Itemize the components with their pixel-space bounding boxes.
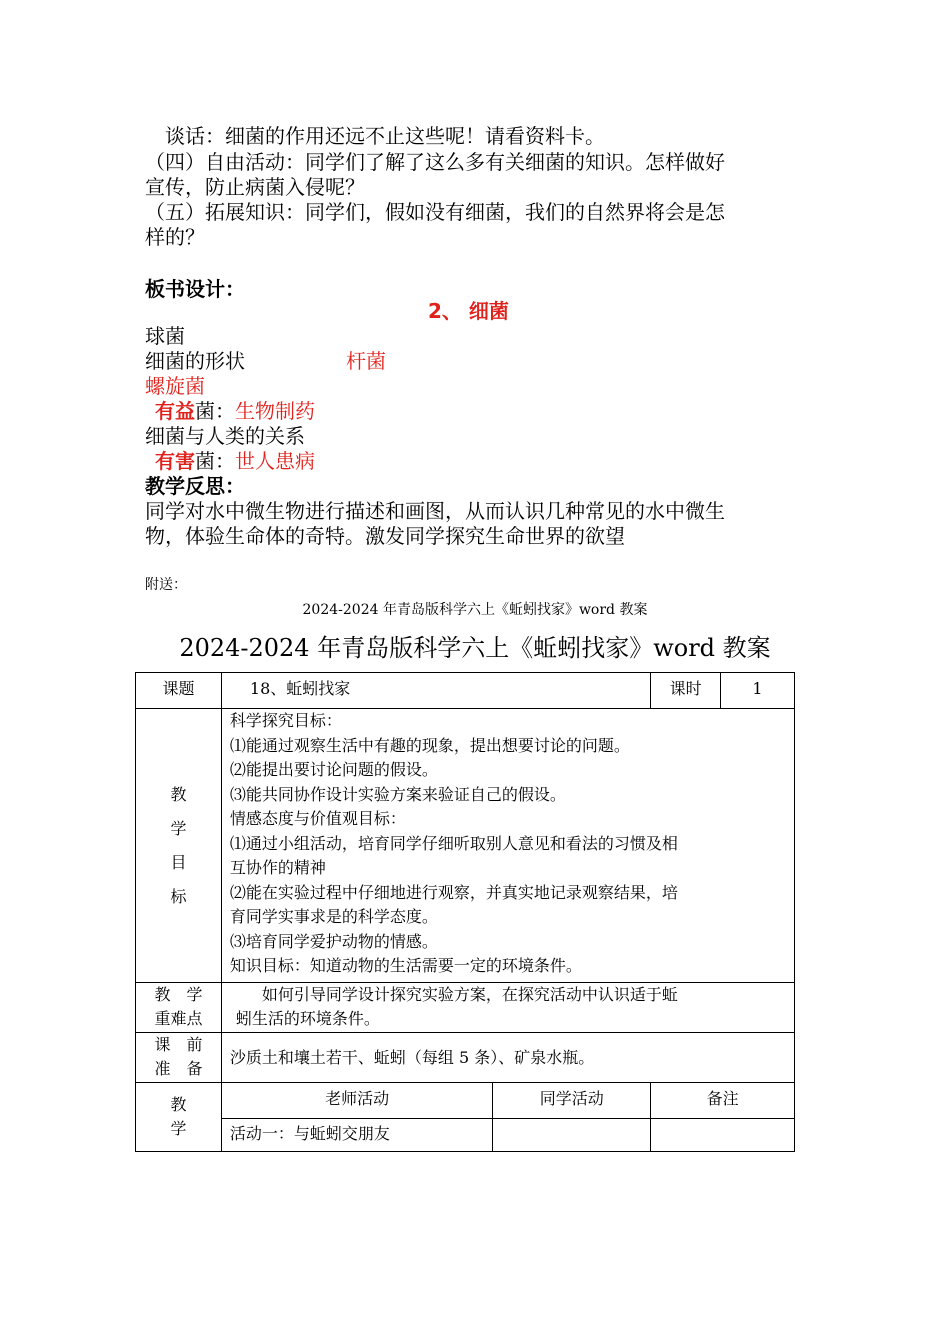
cell-goals bbox=[221, 709, 794, 983]
board-useful-line bbox=[155, 399, 315, 423]
cell-difficulty-label bbox=[136, 983, 222, 1033]
cell-topic-label: 课题 bbox=[136, 673, 222, 709]
reflection-line-2: 物，体验生命体的奇特。激发同学探究生命世界的欲望 bbox=[145, 524, 625, 548]
cell-prep: 沙质土和壤土若干、蚯蚓（每组 5 条）、矿泉水瓶。 bbox=[221, 1033, 794, 1083]
goal-line: 情感态度与价值观目标： bbox=[229, 809, 406, 828]
board-title: 2、 细菌 bbox=[428, 299, 509, 323]
board-luoxuanjun: 螺旋菌 bbox=[145, 374, 205, 398]
paragraph-talk: 谈话：细菌的作用还远不止这些呢！请看资料卡。 bbox=[165, 124, 605, 148]
difficulty-line-1: 如何引导同学设计探究实验方案，在探究活动中认识适于蚯 bbox=[229, 985, 678, 1004]
cell-topic: 18、蚯蚓找家 bbox=[221, 673, 650, 709]
board-useful-prefix: 有益 bbox=[155, 399, 195, 423]
board-harmful-mid: 菌： bbox=[195, 449, 235, 473]
appendix-big-title: 2024-2024 年青岛版科学六上《蚯蚓找家》word 教案 bbox=[179, 634, 771, 662]
appendix-small-title: 2024-2024 年青岛版科学六上《蚯蚓找家》word 教案 bbox=[302, 602, 648, 618]
col-student: 同学活动 bbox=[493, 1083, 651, 1119]
cell-prep-label bbox=[136, 1033, 222, 1083]
prep-label-2: 准 备 bbox=[154, 1059, 203, 1078]
paragraph-free-activity: （四）自由活动：同学们了解了这么多有关细菌的知识。怎样做好 bbox=[145, 150, 725, 174]
goal-line: 知识目标：知道动物的生活需要一定的环境条件。 bbox=[229, 956, 582, 975]
board-shape-label: 细菌的形状 bbox=[145, 349, 245, 373]
col-teacher: 老师活动 bbox=[221, 1083, 493, 1119]
board-ganjun: 杆菌 bbox=[346, 349, 386, 373]
board-useful-text: 生物制药 bbox=[235, 399, 315, 423]
goals-label-char: 教 bbox=[170, 784, 187, 804]
board-qiujun: 球菌 bbox=[145, 324, 185, 348]
cell-activity-1: 活动一：与蚯蚓交朋友 bbox=[221, 1119, 493, 1152]
cell-activity-student bbox=[493, 1119, 651, 1152]
goal-line: 互协作的精神 bbox=[229, 858, 326, 877]
goal-line: ⑴能通过观察生活中有趣的现象，提出想要讨论的问题。 bbox=[229, 735, 630, 755]
cell-difficulty bbox=[221, 983, 794, 1033]
paragraph-extend: （五）拓展知识：同学们，假如没有细菌，我们的自然界将会是怎 bbox=[145, 200, 725, 224]
goal-line: 育同学实事求是的科学态度。 bbox=[229, 907, 438, 926]
cell-period-label: 课时 bbox=[651, 673, 721, 709]
appendix-label: 附送： bbox=[145, 577, 187, 593]
board-heading: 板书设计： bbox=[145, 277, 245, 301]
cell-goals-label bbox=[136, 709, 222, 983]
process-label-1: 教 bbox=[170, 1095, 187, 1114]
goal-line: 科学探究目标： bbox=[229, 711, 342, 730]
col-note: 备注 bbox=[651, 1083, 795, 1119]
goal-line: ⑴通过小组活动，培育同学仔细听取别人意见和看法的习惯及相 bbox=[229, 833, 678, 853]
goal-line: ⑶能共同协作设计实验方案来验证自己的假设。 bbox=[229, 784, 566, 804]
difficulty-line-2: 蚓生活的环境条件。 bbox=[235, 1009, 380, 1028]
goals-label-char: 标 bbox=[170, 886, 187, 906]
table-row-topic bbox=[136, 673, 795, 709]
reflection-heading: 教学反思： bbox=[145, 474, 245, 498]
board-harmful-prefix: 有害 bbox=[155, 449, 195, 473]
difficulty-label-2: 重难点 bbox=[154, 1009, 203, 1028]
process-label-2: 学 bbox=[170, 1119, 187, 1138]
difficulty-label-1: 教 学 bbox=[154, 985, 203, 1004]
goal-line: ⑵能提出要讨论问题的假设。 bbox=[229, 760, 438, 779]
paragraph-extend-cont: 样的？ bbox=[145, 225, 205, 249]
table-row-goals bbox=[136, 709, 795, 983]
paragraph-free-activity-cont: 宣传，防止病菌入侵呢？ bbox=[145, 175, 365, 199]
lesson-table bbox=[135, 672, 795, 1152]
table-row-process-header bbox=[136, 1083, 795, 1119]
table-row-prep bbox=[136, 1033, 795, 1083]
prep-label-1: 课 前 bbox=[154, 1035, 203, 1054]
cell-period: 1 bbox=[721, 673, 795, 709]
goal-line: ⑶培育同学爱护动物的情感。 bbox=[229, 931, 438, 951]
goals-label-char: 学 bbox=[170, 818, 187, 838]
cell-process-label bbox=[136, 1083, 222, 1152]
table-row-difficulty bbox=[136, 983, 795, 1033]
cell-activity-note bbox=[651, 1119, 795, 1152]
board-harmful-line bbox=[155, 449, 315, 473]
board-relation: 细菌与人类的关系 bbox=[145, 424, 305, 448]
reflection-line-1: 同学对水中微生物进行描述和画图，从而认识几种常见的水中微生 bbox=[145, 499, 725, 523]
goal-line: ⑵能在实验过程中仔细地进行观察，并真实地记录观察结果，培 bbox=[229, 882, 678, 902]
table-row-activity bbox=[136, 1119, 795, 1152]
board-harmful-text: 世人患病 bbox=[235, 449, 315, 473]
goals-label-char: 目 bbox=[170, 852, 187, 872]
board-useful-mid: 菌： bbox=[195, 399, 235, 423]
